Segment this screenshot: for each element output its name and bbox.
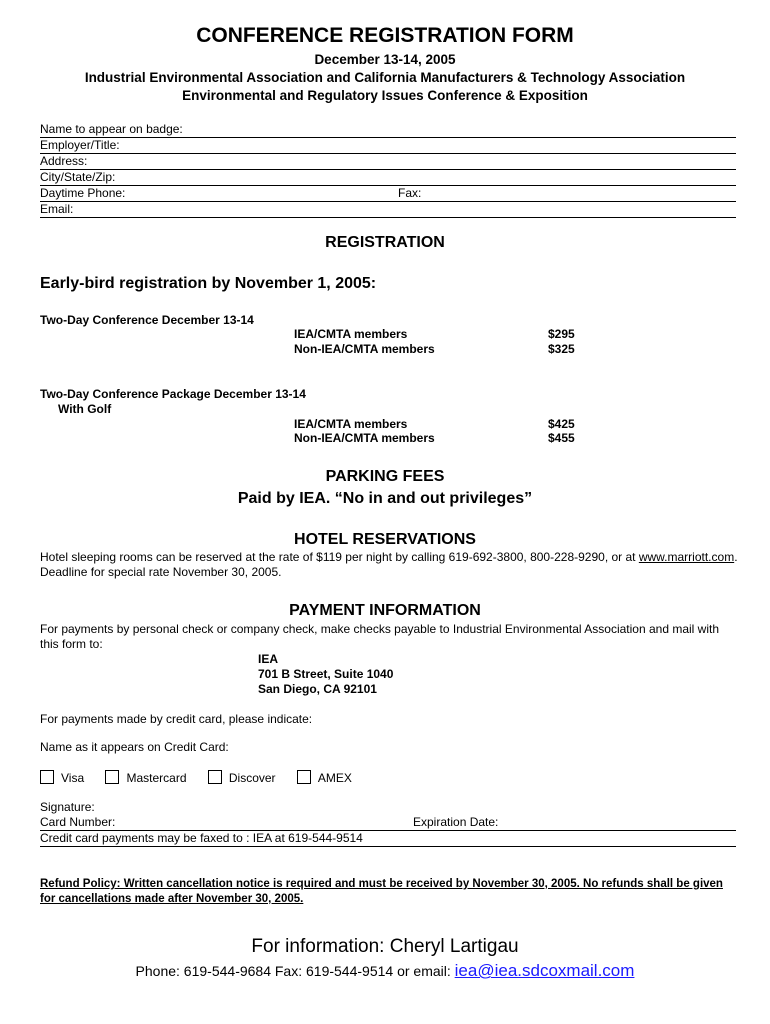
- package2-row1-label: IEA/CMTA members: [294, 417, 408, 431]
- discover-option[interactable]: [208, 770, 276, 785]
- package1-row1-price: $295: [548, 327, 575, 341]
- visa-checkbox[interactable]: [40, 770, 54, 784]
- address-label: Address:: [40, 154, 88, 168]
- signature-label: Signature:: [40, 800, 95, 814]
- expiration-label: Expiration Date:: [413, 815, 499, 829]
- phone-label: Daytime Phone:: [40, 186, 126, 200]
- package1-row2-price: $325: [548, 342, 575, 356]
- contact-text: Phone: 619-544-9684 Fax: 619-544-9514 or email:: [135, 963, 451, 979]
- employer-field[interactable]: [40, 138, 736, 154]
- event-date: December 13-14, 2005: [314, 52, 456, 67]
- fax-label: Fax:: [398, 186, 422, 200]
- hotel-text: [40, 550, 740, 580]
- email-field[interactable]: [40, 202, 736, 218]
- mastercard-label: Mastercard: [126, 771, 187, 785]
- package2-row1-price: $425: [548, 417, 575, 431]
- hotel-text-before: Hotel sleeping rooms can be reserved at the rate of $119 per night by calling 619-692-3800, 800-228-9290, or at: [40, 550, 636, 564]
- package2-subtitle: With Golf: [58, 402, 112, 416]
- fax-note-row: [40, 831, 736, 847]
- package1-title: Two-Day Conference December 13-14: [40, 313, 254, 327]
- mastercard-option[interactable]: [105, 770, 186, 785]
- discover-label: Discover: [228, 771, 276, 785]
- check-instructions: For payments by personal check or company check, make checks payable to Industrial Environmental Association and mail with this form to:: [40, 622, 719, 651]
- mail-address-line1: IEA: [258, 652, 279, 666]
- early-bird-heading: Early-bird registration by November 1, 2005:: [40, 275, 377, 292]
- event-name: Environmental and Regulatory Issues Conference & Exposition: [182, 88, 588, 103]
- address-field[interactable]: [40, 154, 736, 170]
- for-info: For information: Cheryl Lartigau: [251, 936, 519, 957]
- visa-label: Visa: [61, 771, 85, 785]
- badge-name-field[interactable]: [40, 122, 736, 138]
- form-title: CONFERENCE REGISTRATION FORM: [196, 24, 574, 47]
- card-name-label: Name as it appears on Credit Card:: [40, 740, 229, 754]
- city-label: City/State/Zip:: [40, 170, 116, 184]
- card-number-field[interactable]: [40, 815, 736, 831]
- registration-heading: REGISTRATION: [325, 234, 445, 251]
- phone-field[interactable]: [40, 186, 736, 202]
- mail-address-line3: San Diego, CA 92101: [258, 682, 377, 696]
- badge-name-label: Name to appear on badge:: [40, 122, 183, 136]
- fax-note: Credit card payments may be faxed to : IEA at 619-544-9514: [40, 831, 363, 845]
- city-field[interactable]: [40, 170, 736, 186]
- amex-label: AMEX: [317, 771, 352, 785]
- signature-field[interactable]: [40, 800, 736, 815]
- parking-text: Paid by IEA. “No in and out privileges”: [237, 490, 533, 507]
- hotel-text-after: . Deadline for special rate November 30, 2005.: [40, 550, 738, 579]
- payment-heading: PAYMENT INFORMATION: [289, 602, 481, 619]
- contact-line: [0, 961, 770, 981]
- email-link[interactable]: iea@iea.sdcoxmail.com: [454, 961, 635, 980]
- organizers: Industrial Environmental Association and California Manufacturers & Technology Association: [84, 70, 686, 85]
- amex-checkbox[interactable]: [297, 770, 311, 784]
- package2-title: Two-Day Conference Package December 13-14: [40, 387, 306, 401]
- parking-heading: PARKING FEES: [325, 468, 445, 485]
- amex-option[interactable]: [297, 770, 352, 785]
- card-number-label: Card Number:: [40, 815, 116, 829]
- mastercard-checkbox[interactable]: [105, 770, 119, 784]
- refund-policy: Refund Policy: Written cancellation notice is required and must be received by November 30, 2005. No refunds shall be given for cancellations made after November 30, 2005.: [40, 878, 723, 905]
- credit-instructions: For payments made by credit card, please indicate:: [40, 712, 313, 726]
- mail-address-line2: 701 B Street, Suite 1040: [258, 667, 394, 681]
- card-type-options: [40, 770, 370, 785]
- visa-option[interactable]: [40, 770, 84, 785]
- package1-row2-label: Non-IEA/CMTA members: [294, 342, 435, 356]
- package2-row2-label: Non-IEA/CMTA members: [294, 431, 435, 445]
- employer-label: Employer/Title:: [40, 138, 120, 152]
- marriott-link[interactable]: www.marriott.com: [638, 550, 735, 564]
- hotel-heading: HOTEL RESERVATIONS: [294, 531, 476, 548]
- email-label: Email:: [40, 202, 74, 216]
- package1-row1-label: IEA/CMTA members: [294, 327, 408, 341]
- package2-row2-price: $455: [548, 431, 575, 445]
- discover-checkbox[interactable]: [208, 770, 222, 784]
